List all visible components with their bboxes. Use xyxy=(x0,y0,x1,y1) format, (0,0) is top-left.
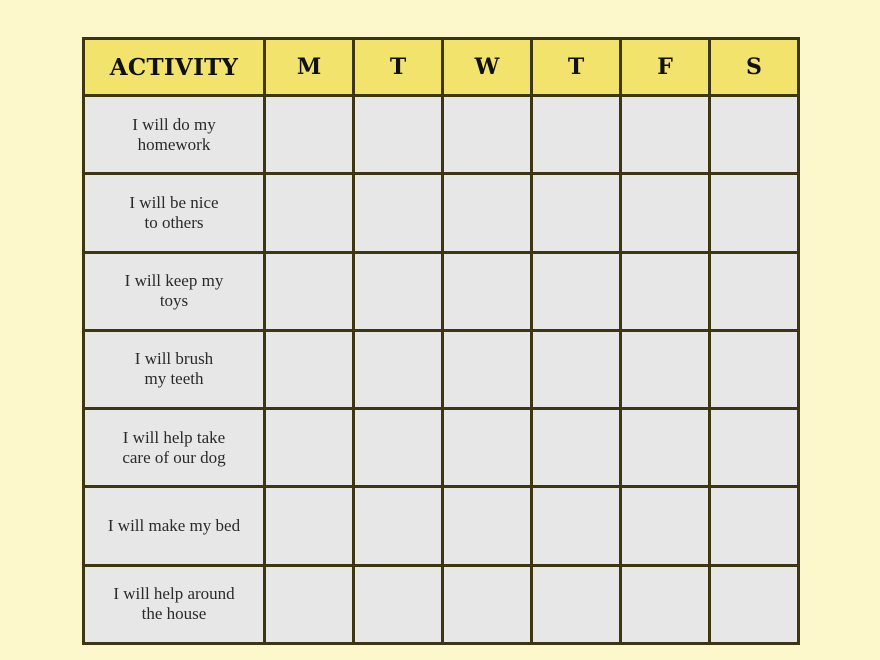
check-cell-saturday[interactable] xyxy=(710,174,799,252)
check-cell-monday[interactable] xyxy=(265,330,354,408)
activity-text: I will brush xyxy=(134,349,214,369)
table-row xyxy=(84,409,799,487)
header-row xyxy=(84,39,799,96)
day-header-monday: M xyxy=(265,39,354,96)
behavior-chart xyxy=(82,37,798,645)
activity-text: I will be nice xyxy=(129,192,219,212)
check-cell-monday[interactable] xyxy=(265,252,354,330)
check-cell-saturday[interactable] xyxy=(710,487,799,565)
check-cell-friday[interactable] xyxy=(621,487,710,565)
table-row xyxy=(84,565,799,643)
check-cell-monday[interactable] xyxy=(265,174,354,252)
check-cell-tuesday[interactable] xyxy=(354,487,443,565)
activity-text: to others xyxy=(144,212,204,232)
check-cell-wednesday[interactable] xyxy=(443,252,532,330)
activity-text: I will keep my xyxy=(124,271,224,291)
check-cell-tuesday[interactable] xyxy=(354,96,443,174)
activity-text: I will help take xyxy=(122,427,226,447)
check-cell-thursday[interactable] xyxy=(532,565,621,643)
activity-cell xyxy=(84,409,265,487)
check-cell-friday[interactable] xyxy=(621,174,710,252)
check-cell-wednesday[interactable] xyxy=(443,409,532,487)
check-cell-wednesday[interactable] xyxy=(443,565,532,643)
check-cell-saturday[interactable] xyxy=(710,96,799,174)
table-row xyxy=(84,174,799,252)
check-cell-saturday[interactable] xyxy=(710,252,799,330)
table-row xyxy=(84,252,799,330)
check-cell-wednesday[interactable] xyxy=(443,487,532,565)
activity-text: I will do my xyxy=(132,114,216,134)
activity-cell xyxy=(84,487,265,565)
table-row xyxy=(84,330,799,408)
activity-cell xyxy=(84,565,265,643)
activity-cell xyxy=(84,174,265,252)
check-cell-friday[interactable] xyxy=(621,252,710,330)
activity-text: I will make my bed xyxy=(107,516,241,536)
check-cell-monday[interactable] xyxy=(265,565,354,643)
check-cell-tuesday[interactable] xyxy=(354,409,443,487)
day-header-tuesday: T xyxy=(354,39,443,96)
table-row xyxy=(84,487,799,565)
check-cell-monday[interactable] xyxy=(265,96,354,174)
check-cell-thursday[interactable] xyxy=(532,174,621,252)
day-header-saturday: S xyxy=(710,39,799,96)
activity-cell xyxy=(84,330,265,408)
activity-text: my teeth xyxy=(144,369,204,389)
check-cell-tuesday[interactable] xyxy=(354,252,443,330)
check-cell-monday[interactable] xyxy=(265,409,354,487)
activity-cell xyxy=(84,252,265,330)
check-cell-thursday[interactable] xyxy=(532,96,621,174)
check-cell-thursday[interactable] xyxy=(532,487,621,565)
check-cell-wednesday[interactable] xyxy=(443,174,532,252)
check-cell-friday[interactable] xyxy=(621,330,710,408)
check-cell-saturday[interactable] xyxy=(710,409,799,487)
check-cell-wednesday[interactable] xyxy=(443,96,532,174)
activity-text: I will help around xyxy=(113,584,235,604)
check-cell-thursday[interactable] xyxy=(532,330,621,408)
check-cell-friday[interactable] xyxy=(621,96,710,174)
check-cell-saturday[interactable] xyxy=(710,565,799,643)
activity-text: homework xyxy=(137,134,211,154)
check-cell-wednesday[interactable] xyxy=(443,330,532,408)
activity-text: care of our dog xyxy=(122,447,226,467)
day-header-friday: F xyxy=(621,39,710,96)
check-cell-tuesday[interactable] xyxy=(354,330,443,408)
check-cell-friday[interactable] xyxy=(621,409,710,487)
table-row xyxy=(84,96,799,174)
day-header-thursday: T xyxy=(532,39,621,96)
check-cell-thursday[interactable] xyxy=(532,252,621,330)
check-cell-saturday[interactable] xyxy=(710,330,799,408)
check-cell-tuesday[interactable] xyxy=(354,174,443,252)
activity-text: the house xyxy=(141,604,207,624)
check-cell-monday[interactable] xyxy=(265,487,354,565)
activity-table xyxy=(82,37,800,645)
activity-text: toys xyxy=(159,291,189,311)
check-cell-thursday[interactable] xyxy=(532,409,621,487)
check-cell-tuesday[interactable] xyxy=(354,565,443,643)
activity-cell xyxy=(84,96,265,174)
activity-column-header: ACTIVITY xyxy=(84,39,265,96)
check-cell-friday[interactable] xyxy=(621,565,710,643)
day-header-wednesday: W xyxy=(443,39,532,96)
